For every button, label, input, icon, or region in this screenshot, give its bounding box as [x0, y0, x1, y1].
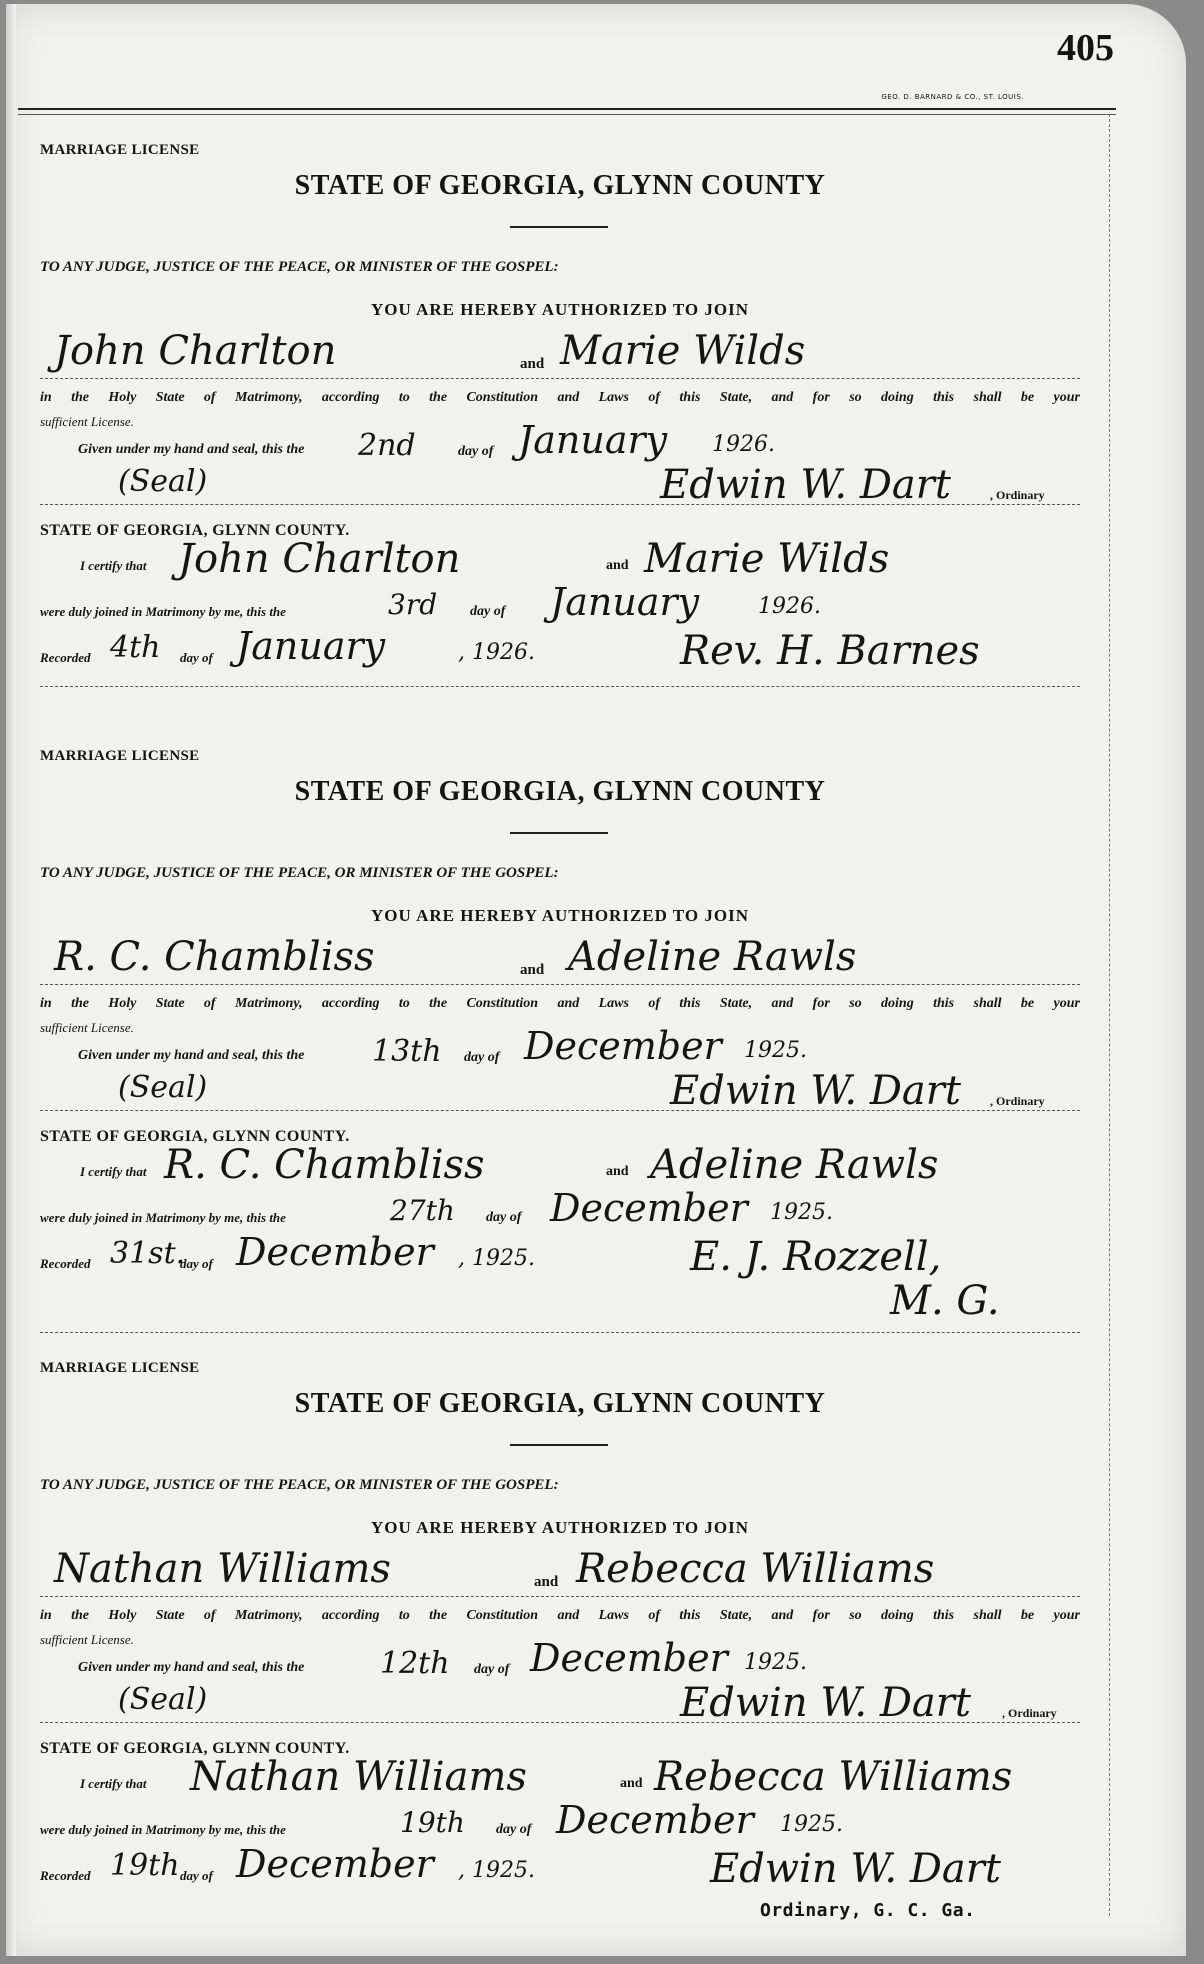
- and-word: and: [520, 356, 545, 372]
- certified-groom: R. C. Chambliss: [164, 1142, 485, 1188]
- authorized-line: YOU ARE HEREBY AUTHORIZED TO JOIN: [371, 1518, 749, 1537]
- recorded-day-of: day of: [180, 1256, 213, 1271]
- certified-bride: Marie Wilds: [644, 536, 890, 582]
- license-label: MARRIAGE LICENSE: [40, 748, 200, 764]
- issue-month: December: [524, 1024, 722, 1068]
- officiant-signature: Edwin W. Dart: [710, 1846, 1001, 1892]
- recorded-text: Recorded: [40, 1256, 91, 1271]
- sufficient-license: sufficient License.: [40, 414, 134, 429]
- license-label: MARRIAGE LICENSE: [40, 1360, 200, 1376]
- joined-year: 1925.: [780, 1812, 843, 1837]
- given-under-hand: Given under my hand and seal, this the: [78, 1048, 305, 1063]
- bride-name: Rebecca Williams: [576, 1546, 935, 1592]
- certified-groom: John Charlton: [178, 536, 461, 582]
- certify-text: I certify that: [80, 558, 147, 573]
- issue-day: 2nd: [358, 428, 416, 463]
- sufficient-license: sufficient License.: [40, 1020, 134, 1035]
- and-word: and: [520, 962, 545, 978]
- ordinary-label: , Ordinary: [990, 488, 1045, 502]
- addressee-line: TO ANY JUDGE, JUSTICE OF THE PEACE, OR MINISTER OF THE GOSPEL:: [40, 865, 559, 881]
- seal-mark: (Seal): [118, 1070, 208, 1105]
- recorded-year: , 1926.: [458, 640, 535, 665]
- license-title: STATE OF GEORGIA, GLYNN COUNTY: [294, 1388, 826, 1419]
- addressee-line: TO ANY JUDGE, JUSTICE OF THE PEACE, OR MINISTER OF THE GOSPEL:: [40, 259, 559, 275]
- issue-day-of: day of: [474, 1662, 510, 1677]
- register-page: [6, 4, 1186, 1956]
- given-under-hand: Given under my hand and seal, this the: [78, 442, 305, 457]
- section-rule: [40, 504, 1080, 505]
- certificate-state: STATE OF GEORGIA, GLYNN COUNTY.: [40, 522, 350, 539]
- recorded-year: , 1925.: [458, 1858, 535, 1883]
- joined-text: were duly joined in Matrimony by me, this the: [40, 1822, 286, 1837]
- marriage-license-3: [40, 1360, 1080, 1940]
- joined-text: were duly joined in Matrimony by me, this the: [40, 1210, 286, 1225]
- bride-name: Adeline Rawls: [568, 934, 857, 980]
- recorded-year: , 1925.: [458, 1246, 535, 1271]
- ordinary-label: , Ordinary: [990, 1094, 1045, 1108]
- recorded-day: 31st.: [110, 1236, 186, 1271]
- certificate-state: STATE OF GEORGIA, GLYNN COUNTY.: [40, 1128, 350, 1145]
- certify-text: I certify that: [80, 1164, 147, 1179]
- ordinary-signature: Edwin W. Dart: [680, 1680, 971, 1726]
- certified-groom: Nathan Williams: [190, 1754, 527, 1800]
- issue-month: December: [530, 1636, 728, 1680]
- section-rule: [40, 1110, 1080, 1111]
- recorded-day-of: day of: [180, 650, 213, 665]
- recorded-day: 4th: [110, 630, 161, 665]
- groom-name: Nathan Williams: [54, 1546, 391, 1592]
- officiant-title: M. G.: [890, 1278, 1000, 1324]
- authorized-line: YOU ARE HEREBY AUTHORIZED TO JOIN: [371, 906, 749, 925]
- section-rule: [40, 1722, 1080, 1723]
- issue-day-of: day of: [464, 1050, 500, 1065]
- joined-day: 3rd: [388, 588, 438, 621]
- marriage-license-1: [40, 142, 1080, 722]
- header-rule: [18, 108, 1116, 110]
- title-rule: [510, 832, 608, 834]
- recorded-month: December: [236, 1842, 434, 1886]
- joined-year: 1926.: [758, 594, 821, 619]
- header-rule-thin: [18, 114, 1116, 115]
- joined-year: 1925.: [770, 1200, 833, 1225]
- matrimony-clause: in the Holy State of Matrimony, according to the Constitution and Laws of this State, and for so doing this shall be your: [40, 1608, 1080, 1623]
- issue-day: 12th: [380, 1646, 450, 1681]
- ordinary-signature: Edwin W. Dart: [670, 1068, 961, 1114]
- issue-year: 1926.: [712, 432, 775, 457]
- given-under-hand: Given under my hand and seal, this the: [78, 1660, 305, 1675]
- joined-month: December: [556, 1798, 754, 1842]
- certificate-state: STATE OF GEORGIA, GLYNN COUNTY.: [40, 1740, 350, 1757]
- recorded-month: December: [236, 1230, 434, 1274]
- issue-day-of: day of: [458, 444, 494, 459]
- joined-day: 19th: [400, 1806, 465, 1839]
- recorded-text: Recorded: [40, 650, 91, 665]
- certified-and: and: [606, 558, 629, 573]
- and-word: and: [534, 1574, 559, 1590]
- matrimony-clause: in the Holy State of Matrimony, according to the Constitution and Laws of this State, and for so doing this shall be your: [40, 996, 1080, 1011]
- authorized-line: YOU ARE HEREBY AUTHORIZED TO JOIN: [371, 300, 749, 319]
- issue-month: January: [518, 418, 668, 462]
- binding-edge: [6, 4, 16, 1956]
- matrimony-clause: in the Holy State of Matrimony, according to the Constitution and Laws of this State, and for so doing this shall be your: [40, 390, 1080, 405]
- marriage-license-2: [40, 748, 1080, 1328]
- issue-year: 1925.: [744, 1038, 807, 1063]
- license-end-rule: [40, 1332, 1080, 1333]
- page-number: 405: [1057, 27, 1114, 69]
- name-rule: [40, 378, 1080, 379]
- license-title: STATE OF GEORGIA, GLYNN COUNTY: [294, 776, 826, 807]
- joined-month: January: [550, 580, 700, 624]
- seal-mark: (Seal): [118, 464, 208, 499]
- license-end-rule: [40, 686, 1080, 687]
- joined-text: were duly joined in Matrimony by me, this the: [40, 604, 286, 619]
- sufficient-license: sufficient License.: [40, 1632, 134, 1647]
- joined-day-of: day of: [470, 604, 506, 619]
- name-rule: [40, 1596, 1080, 1597]
- name-rule: [40, 984, 1080, 985]
- bride-name: Marie Wilds: [560, 328, 806, 374]
- publisher-imprint: GEO. D. BARNARD & CO., ST. LOUIS.: [881, 93, 1024, 101]
- issue-day: 13th: [372, 1034, 442, 1069]
- title-rule: [510, 226, 608, 228]
- joined-day: 27th: [390, 1194, 455, 1227]
- issue-year: 1925.: [744, 1650, 807, 1675]
- certified-bride: Adeline Rawls: [650, 1142, 939, 1188]
- recorded-month: January: [236, 624, 386, 668]
- seal-mark: (Seal): [118, 1682, 208, 1717]
- joined-month: December: [550, 1186, 748, 1230]
- recorded-text: Recorded: [40, 1868, 91, 1883]
- certify-text: I certify that: [80, 1776, 147, 1791]
- certified-bride: Rebecca Williams: [654, 1754, 1013, 1800]
- license-title: STATE OF GEORGIA, GLYNN COUNTY: [294, 170, 826, 201]
- ordinary-signature: Edwin W. Dart: [660, 462, 951, 508]
- right-margin-rule: [1109, 114, 1110, 1916]
- groom-name: John Charlton: [54, 328, 337, 374]
- recorded-day: 19th: [110, 1848, 180, 1883]
- officiant-signature: E. J. Rozzell,: [690, 1234, 942, 1280]
- certified-and: and: [606, 1164, 629, 1179]
- officiant-signature: Rev. H. Barnes: [680, 628, 980, 674]
- title-rule: [510, 1444, 608, 1446]
- recorded-day-of: day of: [180, 1868, 213, 1883]
- certified-and: and: [620, 1776, 643, 1791]
- license-label: MARRIAGE LICENSE: [40, 142, 200, 158]
- ordinary-stamp: Ordinary, G. C. Ga.: [760, 1900, 976, 1921]
- addressee-line: TO ANY JUDGE, JUSTICE OF THE PEACE, OR MINISTER OF THE GOSPEL:: [40, 1477, 559, 1493]
- ordinary-label: , Ordinary: [1002, 1706, 1057, 1720]
- joined-day-of: day of: [496, 1822, 532, 1837]
- groom-name: R. C. Chambliss: [54, 934, 375, 980]
- joined-day-of: day of: [486, 1210, 522, 1225]
